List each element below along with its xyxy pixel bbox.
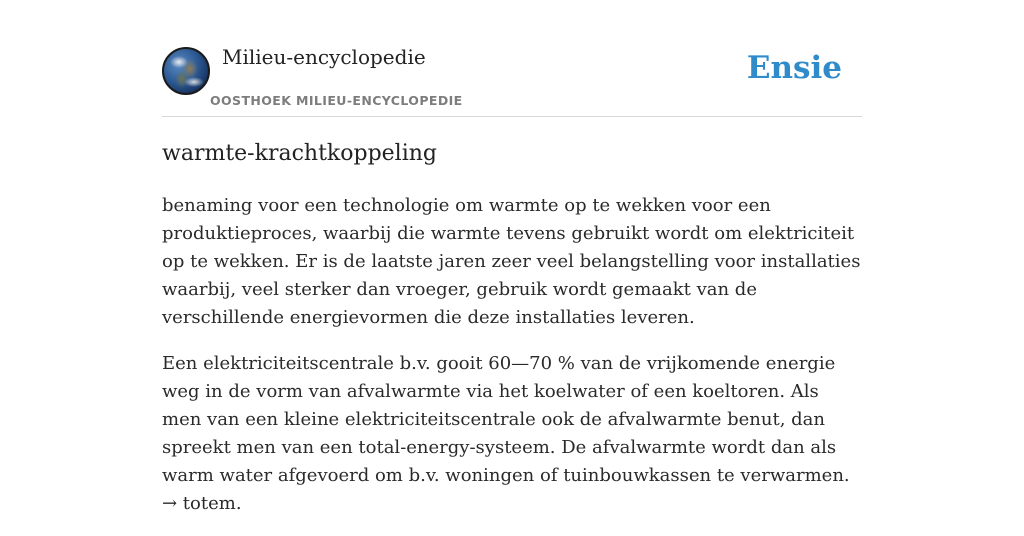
site-name[interactable]: Milieu-encyclopedie (222, 45, 426, 69)
ensie-logo-link[interactable]: Ensie (746, 50, 842, 86)
article-paragraph-text: Een elektriciteitscentrale b.v. gooit 60—70 % van de vrijkomende energie weg in de vorm van afvalwarmte via het koelwater of een koeltoren. Als men van een kleine elektriciteitscentrale ook de afvalwarmte benut, dan spreekt men van een total-energy-systeem. De afvalwarmte wordt dan als warm water afgevoerd om b.v. woningen of tuinbouwkassen te verwarmen. (162, 353, 850, 486)
header (162, 0, 862, 117)
page (162, 0, 862, 514)
article-body (162, 192, 862, 536)
site-subtitle: OOSTHOEK MILIEU-ENCYCLOPEDIE (210, 93, 463, 108)
article-title: warmte-krachtkoppeling (162, 141, 437, 166)
earth-globe-icon[interactable] (162, 47, 210, 95)
cross-reference-link[interactable]: → totem. (162, 493, 242, 514)
article-paragraph (162, 350, 862, 518)
article-paragraph: benaming voor een technologie om warmte op te wekken voor een produktieproces, waarbij die warmte tevens gebruikt wordt om elektriciteit op te wekken. Er is de laatste jaren zeer veel belangstelling voor installaties waarbij, veel sterker dan vroeger, gebruik wordt gemaakt van de verschillende energievormen die deze installaties leveren. (162, 195, 861, 328)
